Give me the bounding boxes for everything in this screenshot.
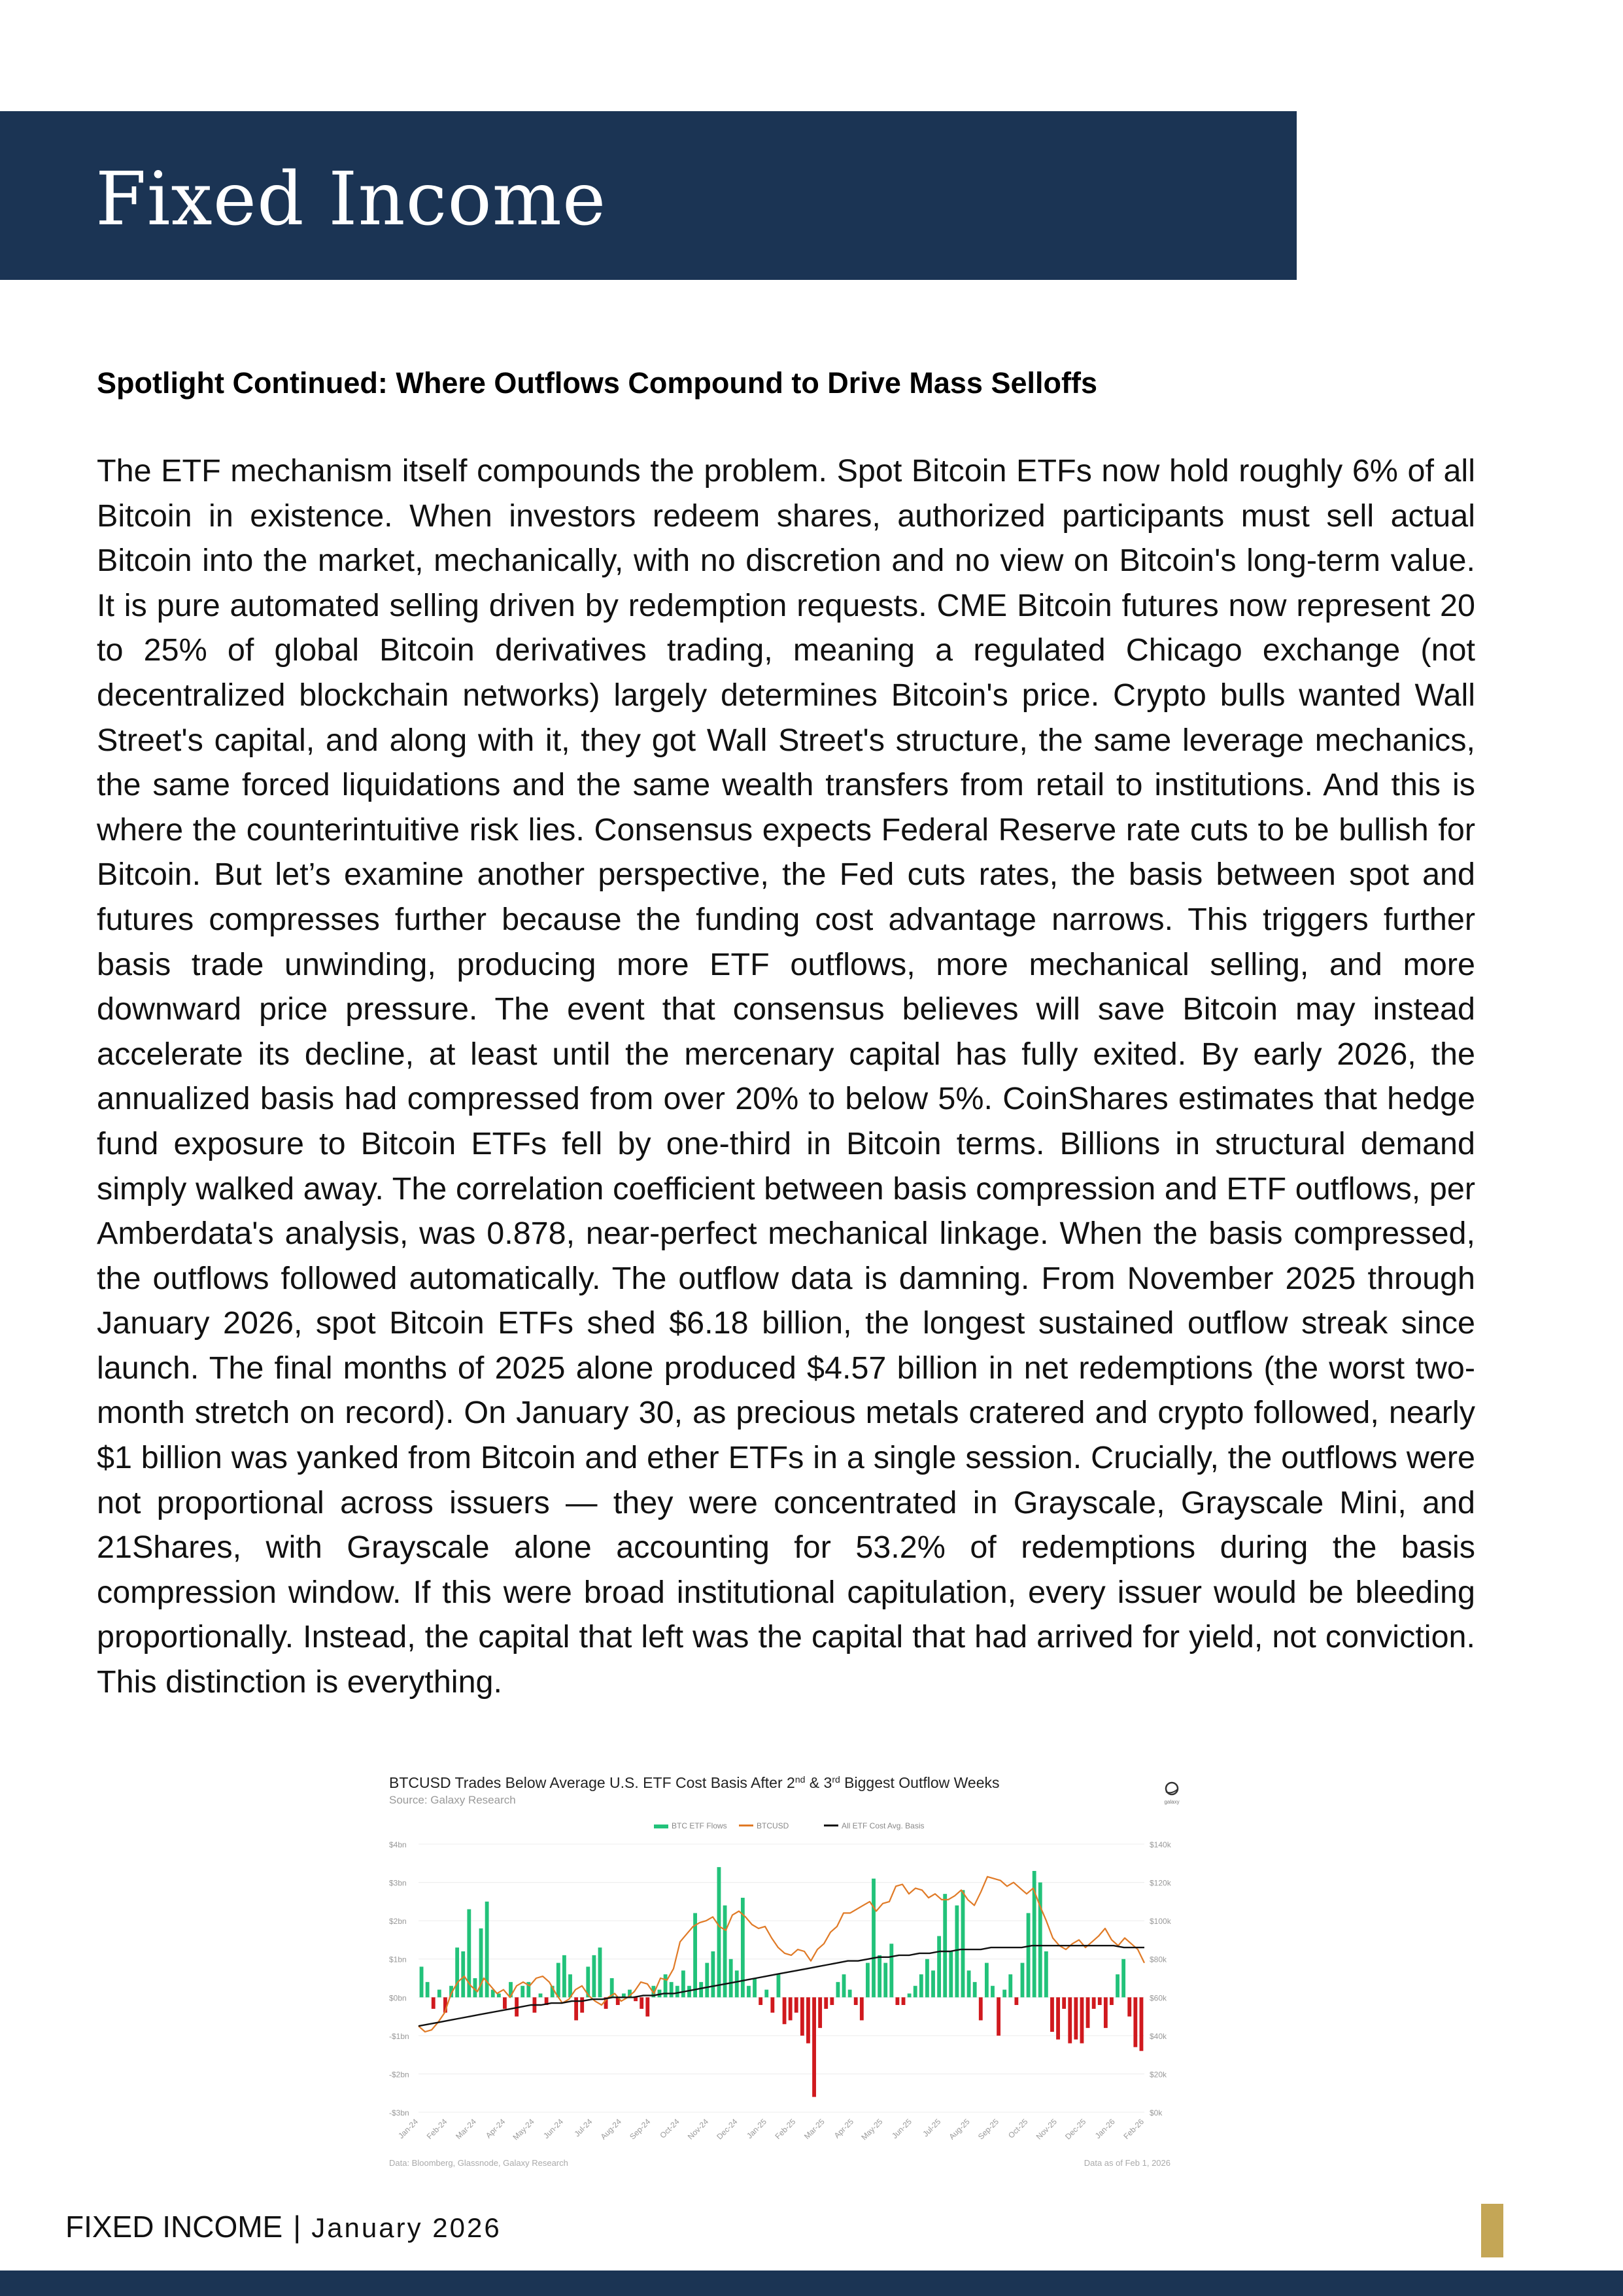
outflow-bar xyxy=(794,1997,798,2012)
chart-subtitle: Source: Galaxy Research xyxy=(389,1794,516,1806)
inflow-bar xyxy=(455,1947,459,1997)
x-axis-tick: Jan-25 xyxy=(745,2117,768,2141)
x-axis-tick: Sep-25 xyxy=(976,2117,1001,2142)
x-axis-tick: Jul-25 xyxy=(921,2117,943,2139)
inflow-bar xyxy=(426,1982,430,1997)
inflow-bar xyxy=(753,1978,757,1997)
x-axis-tick: Jun-25 xyxy=(890,2117,914,2141)
x-axis-tick: Jan-24 xyxy=(396,2117,420,2141)
inflow-bar xyxy=(943,1894,947,1997)
outflow-bar xyxy=(1127,1997,1131,2016)
inflow-bar xyxy=(497,1993,501,1997)
x-axis-tick: Mar-25 xyxy=(802,2117,827,2142)
outflow-bar xyxy=(812,1997,816,2097)
inflow-bar xyxy=(973,1982,977,1997)
x-axis-tick: Feb-24 xyxy=(424,2117,449,2142)
inflow-bar xyxy=(705,1963,709,1998)
gold-accent-bar xyxy=(1481,2204,1503,2257)
outflow-bar xyxy=(1080,1997,1084,2043)
left-axis-tick: -$2bn xyxy=(389,2070,409,2080)
left-axis-tick: $0bn xyxy=(389,1993,407,2003)
inflow-bar xyxy=(967,1970,971,1997)
x-axis-tick: Feb-25 xyxy=(773,2117,798,2142)
inflow-bar xyxy=(949,1951,953,1997)
inflow-bar xyxy=(670,1982,674,1997)
legend-swatch xyxy=(739,1825,753,1826)
footer-date: January 2026 xyxy=(311,2212,502,2243)
outflow-bar xyxy=(1092,1997,1096,2009)
outflow-bar xyxy=(503,1997,507,2009)
inflow-bar xyxy=(919,1974,923,1997)
inflow-bar xyxy=(991,1986,995,1998)
inflow-bar xyxy=(717,1867,721,1997)
inflow-bar xyxy=(925,1959,929,1998)
x-axis-tick: Dec-25 xyxy=(1063,2117,1088,2142)
x-axis-tick: Aug-25 xyxy=(947,2117,972,2142)
left-axis xyxy=(389,1840,409,2117)
right-axis-tick: $100k xyxy=(1150,1917,1171,1927)
outflow-bar xyxy=(1110,1997,1114,2005)
outflow-bar xyxy=(818,1997,822,2028)
chart-legend xyxy=(654,1821,925,1830)
outflow-bar xyxy=(800,1997,804,2036)
outflow-bar xyxy=(770,1997,774,2012)
x-axis-tick: Sep-24 xyxy=(628,2117,653,2142)
left-axis-tick: -$1bn xyxy=(389,2031,409,2041)
inflow-bar xyxy=(598,1947,602,1997)
inflow-bar xyxy=(961,1890,965,1997)
outflow-bar xyxy=(789,1997,793,2020)
bottom-band xyxy=(0,2270,1623,2296)
x-axis-tick: Oct-25 xyxy=(1006,2117,1030,2140)
inflow-bar xyxy=(592,1955,596,1997)
outflow-bar xyxy=(854,1997,858,2005)
inflow-bar xyxy=(777,1974,781,1997)
inflow-bar xyxy=(562,1955,566,1997)
outflow-bar xyxy=(759,1997,762,2005)
outflow-bar xyxy=(830,1997,834,2005)
outflow-bar xyxy=(806,1997,810,2043)
legend-swatch xyxy=(824,1825,838,1826)
flow-bars xyxy=(420,1867,1144,2097)
x-axis-tick: Apr-24 xyxy=(483,2117,507,2140)
outflow-bar xyxy=(580,1997,584,2012)
chart-figure xyxy=(373,1766,1180,2171)
legend-label: BTC ETF Flows xyxy=(672,1821,727,1830)
inflow-bar xyxy=(1038,1883,1042,1998)
outflow-bar xyxy=(1104,1997,1108,2028)
right-axis-tick: $40k xyxy=(1150,2031,1167,2041)
left-axis-tick: $3bn xyxy=(389,1878,407,1888)
inflow-bar xyxy=(539,1993,543,1997)
x-axis-tick: Apr-25 xyxy=(832,2117,856,2140)
inflow-bar xyxy=(556,1963,560,1998)
outflow-bar xyxy=(1050,1997,1054,2032)
outflow-bar xyxy=(1056,1997,1060,2039)
inflow-bar xyxy=(764,1990,768,1998)
inflow-bar xyxy=(1116,1974,1119,1997)
outflow-bar xyxy=(860,1997,864,2020)
legend-swatch xyxy=(654,1825,668,1828)
chart-title: BTCUSD Trades Below Average U.S. ETF Cost Basis After 2nd & 3rd Biggest Outflow Weeks xyxy=(389,1774,1000,1791)
article-body: The ETF mechanism itself compounds the problem. Spot Bitcoin ETFs now hold roughly 6% of all Bitcoin in existence. When investors redeem shares, authorized participants must sell actual Bitcoin into the market, mechanically, with no discretion and no view on Bitcoin's long-term value. It is pure automated selling driven by redemption requests. CME Bitcoin futures now represent 20 to 25% of global Bitcoin derivatives trading, meaning a regulated Chicago exchange (not decentralized blockchain networks) largely determines Bitcoin's price. Crypto bulls wanted Wall Street's capital, and along with it, they got Wall Street's structure, the same leverage mechanics, the same forced liquidations and the same wealth transfers from retail to institutions. And this is where the counterintuitive risk lies. Consensus expects Federal Reserve rate cuts to be bullish for Bitcoin. But let’s examine another perspective, the Fed cuts rates, the basis between spot and futures compresses further because the funding cost advantage narrows. This triggers further basis trade unwinding, producing more ETF outflows, more mechanical selling, and more downward price pressure. The event that consensus believes will save Bitcoin may instead accelerate its decline, at least until the mercenary capital has fully exited. By early 2026, the annualized basis had compressed from over 20% to below 5%. CoinShares estimates that hedge fund exposure to Bitcoin ETFs fell by one-third in Bitcoin terms. Billions in structural demand simply walked away. The correlation coefficient between basis compression and ETF outflows, per Amberdata's analysis, was 0.878, near-perfect mechanical linkage. When the basis compressed, the outflows followed automatically. The outflow data is damning. From November 2025 through January 2026, spot Bitcoin ETFs shed $6.18 billion, the longest sustained outflow streak since launch. The final months of 2025 alone produced $4.57 billion in net redemptions (the worst two-month stretch on record). On January 30, as precious metals cratered and crypto followed, nearly $1 billion was yanked from Bitcoin and ether ETFs in a single session. Crucially, the outflows were not proportional across issuers — they were concentrated in Grayscale, Grayscale Mini, and 21Shares, with Grayscale alone accounting for 53.2% of redemptions during the basis compression window. If this were broad institutional capitulation, every issuer would be bleeding proportionally. Instead, the capital that left was the capital that had arrived for yield, not conviction. This distinction is everything. xyxy=(97,453,1475,1700)
galaxy-logo xyxy=(1164,1783,1179,1805)
x-axis-tick: Jan-26 xyxy=(1093,2117,1117,2141)
chart-footnote-left: Data: Bloomberg, Glassnode, Galaxy Research xyxy=(389,2158,568,2168)
inflow-bar xyxy=(985,1963,989,1998)
inflow-bar xyxy=(729,1959,733,1998)
inflow-bar xyxy=(735,1970,739,1997)
x-axis-tick: Feb-26 xyxy=(1121,2117,1146,2142)
inflow-bar xyxy=(931,1970,935,1997)
inflow-bar xyxy=(836,1982,840,1997)
page-title: Fixed Income xyxy=(95,157,607,242)
outflow-bar xyxy=(432,1997,436,2009)
x-axis-tick: Oct-24 xyxy=(658,2117,681,2140)
inflow-bar xyxy=(1002,1990,1006,1998)
left-axis-tick: -$3bn xyxy=(389,2108,409,2117)
outflow-bar xyxy=(979,1997,983,2020)
inflow-bar xyxy=(908,1993,912,1997)
inflow-bar xyxy=(1021,1963,1025,1998)
inflow-bar xyxy=(914,1986,917,1998)
x-axis-tick: May-24 xyxy=(511,2117,536,2142)
inflow-bar xyxy=(681,1970,685,1997)
outflow-bar xyxy=(1074,1997,1078,2039)
right-axis-tick: $60k xyxy=(1150,1993,1167,2003)
legend-label: BTCUSD xyxy=(757,1821,789,1830)
outflow-bar xyxy=(824,1997,828,2009)
inflow-bar xyxy=(437,1990,441,1998)
inflow-bar xyxy=(699,1982,703,1997)
x-axis-tick: Nov-24 xyxy=(685,2117,711,2142)
chart-footnote-right: Data as of Feb 1, 2026 xyxy=(1084,2158,1170,2168)
x-axis xyxy=(396,2117,1146,2142)
x-axis-tick: Jul-24 xyxy=(572,2117,594,2139)
inflow-bar xyxy=(675,1986,679,1998)
right-axis xyxy=(1150,1840,1172,2117)
right-axis-tick: $140k xyxy=(1150,1840,1171,1849)
outflow-bar xyxy=(1068,1997,1072,2043)
outflow-bar xyxy=(902,1997,906,2005)
legend-label: All ETF Cost Avg. Basis xyxy=(842,1821,925,1830)
outflow-bar xyxy=(1086,1997,1090,2028)
outflow-bar xyxy=(645,1997,649,2016)
inflow-bar xyxy=(1044,1951,1048,1997)
inflow-bar xyxy=(521,1986,524,1998)
left-axis-tick: $4bn xyxy=(389,1840,407,1849)
inflow-bar xyxy=(461,1951,465,1997)
inflow-bar xyxy=(711,1951,715,1997)
inflow-bar xyxy=(568,1974,572,1997)
footer xyxy=(65,2209,502,2244)
inflow-bar xyxy=(955,1906,959,1998)
inflow-bar xyxy=(420,1966,424,1997)
footer-separator: | xyxy=(293,2210,301,2244)
outflow-bar xyxy=(1098,1997,1102,2005)
x-axis-tick: Aug-24 xyxy=(598,2117,623,2142)
inflow-bar xyxy=(848,1990,852,1998)
x-axis-tick: Dec-24 xyxy=(715,2117,740,2142)
galaxy-logo-text: galaxy xyxy=(1164,1799,1180,1805)
inflow-bar xyxy=(1027,1913,1031,1997)
x-axis-tick: Mar-24 xyxy=(454,2117,478,2142)
outflow-bar xyxy=(1014,1997,1018,2005)
inflow-bar xyxy=(872,1879,876,1998)
right-axis-tick: $80k xyxy=(1150,1955,1167,1964)
x-axis-tick: May-25 xyxy=(859,2117,885,2142)
section-heading: Spotlight Continued: Where Outflows Compound to Drive Mass Selloffs xyxy=(97,366,1097,400)
footer-label: FIXED INCOME xyxy=(65,2210,283,2244)
outflow-bar xyxy=(783,1997,787,2024)
outflow-bar xyxy=(896,1997,900,2005)
left-axis-tick: $1bn xyxy=(389,1955,407,1964)
x-axis-tick: Nov-25 xyxy=(1034,2117,1059,2142)
outflow-bar xyxy=(1133,1997,1137,2047)
inflow-bar xyxy=(747,1986,751,1998)
flows-vs-btcusd-chart xyxy=(373,1766,1180,2171)
right-axis-tick: $20k xyxy=(1150,2070,1167,2080)
right-axis-tick: $0k xyxy=(1150,2108,1163,2117)
inflow-bar xyxy=(1008,1974,1012,1997)
inflow-bar xyxy=(878,1955,881,1997)
inflow-bar xyxy=(1121,1959,1125,1998)
left-axis-tick: $2bn xyxy=(389,1917,407,1927)
outflow-bar xyxy=(1062,1997,1066,2009)
x-axis-tick: Jun-24 xyxy=(541,2117,566,2141)
inflow-bar xyxy=(866,1963,870,1998)
inflow-bar xyxy=(889,1944,893,1997)
inflow-bar xyxy=(937,1936,941,1998)
right-axis-tick: $120k xyxy=(1150,1878,1171,1888)
inflow-bar xyxy=(883,1963,887,1998)
outflow-bar xyxy=(997,1997,1000,2036)
inflow-bar xyxy=(842,1974,846,1997)
outflow-bar xyxy=(1140,1997,1144,2051)
outflow-bar xyxy=(640,1997,643,2009)
